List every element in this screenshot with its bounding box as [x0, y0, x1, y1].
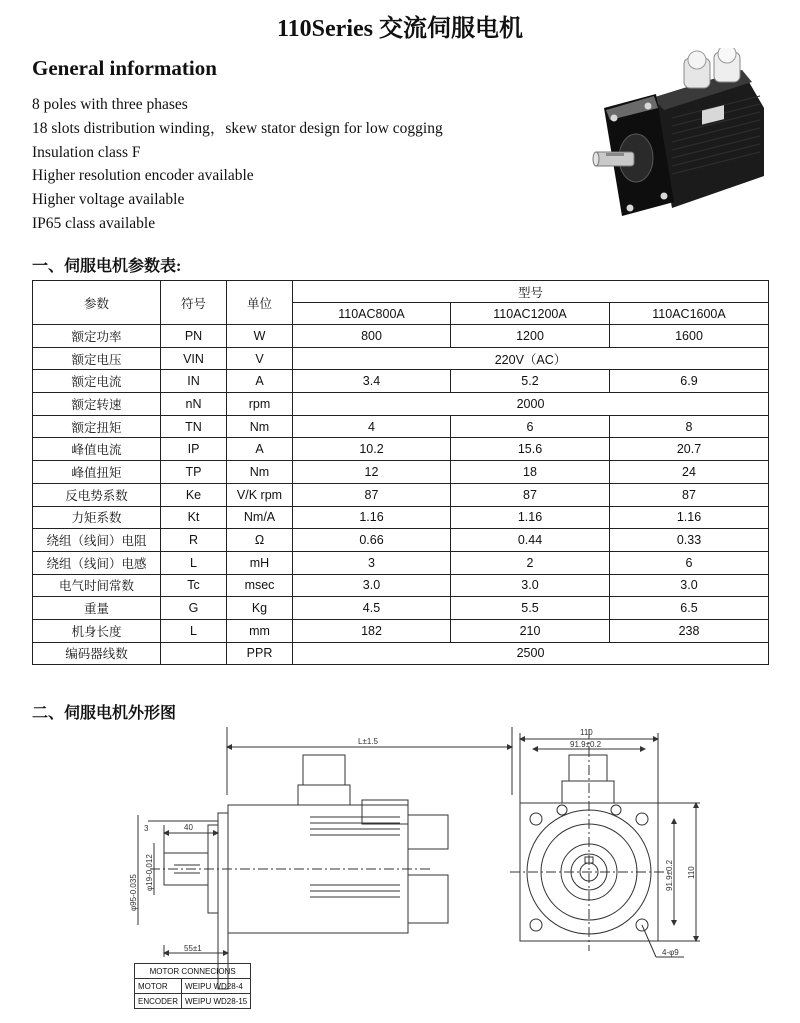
dim-flange: 55±1 [184, 944, 202, 953]
param-value: 87 [610, 483, 769, 506]
feature-list [32, 93, 443, 236]
param-value: 5.5 [451, 597, 610, 620]
header-param: 参数 [33, 281, 161, 325]
table-row [33, 347, 769, 370]
param-name: 额定转速 [33, 393, 161, 416]
param-name: 绕组（线间）电阻 [33, 529, 161, 552]
param-value: 87 [293, 483, 451, 506]
param-value: 20.7 [610, 438, 769, 461]
param-value: 0.44 [451, 529, 610, 552]
side-view-labels [129, 737, 379, 953]
param-value: 210 [451, 619, 610, 642]
param-name: 峰值电流 [33, 438, 161, 461]
connections-title: MOTOR CONNECIONS [135, 964, 251, 979]
param-symbol: Ke [161, 483, 227, 506]
param-value: 0.66 [293, 529, 451, 552]
param-value: 3.0 [293, 574, 451, 597]
dim-length: L±1.5 [358, 737, 378, 746]
feature-item: Insulation class F [32, 143, 141, 161]
param-value: 1.16 [451, 506, 610, 529]
param-value: 18 [451, 461, 610, 484]
header-model: 110AC1600A [610, 303, 769, 325]
param-value: 1.16 [610, 506, 769, 529]
param-unit: msec [227, 574, 293, 597]
param-unit: Kg [227, 597, 293, 620]
param-unit: V/K rpm [227, 483, 293, 506]
param-unit: A [227, 370, 293, 393]
table-row [33, 506, 769, 529]
param-value: 24 [610, 461, 769, 484]
param-value: 6 [610, 551, 769, 574]
param-name: 峰值扭矩 [33, 461, 161, 484]
param-unit: A [227, 438, 293, 461]
dim-pcd-horizontal: 91.9±0.2 [570, 740, 602, 749]
table-row [33, 461, 769, 484]
dim-pcd-vertical: 91.9±0.2 [665, 859, 674, 891]
table-row [33, 551, 769, 574]
table-row [33, 438, 769, 461]
param-symbol: Kt [161, 506, 227, 529]
param-symbol: R [161, 529, 227, 552]
param-unit: Ω [227, 529, 293, 552]
dim-step: 3 [144, 824, 149, 833]
dim-height: 110 [687, 866, 696, 879]
table-row [33, 619, 769, 642]
feature-item: IP65 class available [32, 214, 156, 232]
param-value: 800 [293, 325, 451, 348]
param-symbol: L [161, 619, 227, 642]
param-value: 3 [293, 551, 451, 574]
dim-shaft-length: 40 [184, 823, 193, 832]
header-model: 110AC1200A [451, 303, 610, 325]
param-symbol: G [161, 597, 227, 620]
param-symbol [161, 642, 227, 665]
param-value: 10.2 [293, 438, 451, 461]
param-unit: Nm/A [227, 506, 293, 529]
outline-heading: 二、伺服电机外形图 [32, 705, 177, 722]
feature-item: Higher voltage available [32, 191, 185, 209]
param-symbol: TN [161, 415, 227, 438]
table-row [135, 994, 251, 1009]
table-row [33, 574, 769, 597]
param-value: 4.5 [293, 597, 451, 620]
param-value: 182 [293, 619, 451, 642]
feature-item: 8 poles with three phases [32, 96, 188, 113]
param-value: 1600 [610, 325, 769, 348]
param-unit: V [227, 347, 293, 370]
dim-holes: 4-φ9 [662, 948, 679, 957]
param-symbol: L [161, 551, 227, 574]
param-name: 电气时间常数 [33, 574, 161, 597]
connection-name: ENCODER [135, 994, 182, 1009]
param-symbol: PN [161, 325, 227, 348]
param-unit: Nm [227, 461, 293, 484]
table-row [135, 979, 251, 994]
table-row [33, 415, 769, 438]
parameter-table [32, 280, 769, 665]
param-value: 4 [293, 415, 451, 438]
param-value-merged: 2000 [293, 393, 769, 416]
param-symbol: VIN [161, 347, 227, 370]
param-value: 2 [451, 551, 610, 574]
feature-item: 18 slots distribution winding，skew stator design for low cogging [32, 119, 443, 137]
table-row [33, 325, 769, 348]
param-value: 8 [610, 415, 769, 438]
param-value: 6 [451, 415, 610, 438]
param-name: 额定扭矩 [33, 415, 161, 438]
param-name: 绕组（线间）电感 [33, 551, 161, 574]
connection-name: MOTOR [135, 979, 182, 994]
param-unit: Nm [227, 415, 293, 438]
motor-connections-table [134, 963, 251, 1009]
param-value: 87 [451, 483, 610, 506]
param-name: 机身长度 [33, 619, 161, 642]
connection-value: WEIPU WD28-15 [182, 994, 251, 1009]
header-model: 110AC800A [293, 303, 451, 325]
table-row [33, 529, 769, 552]
dim-pilot-diameter: φ95-0.035 [129, 874, 138, 911]
param-name: 力矩系数 [33, 506, 161, 529]
feature-item: Higher resolution encoder available [32, 167, 254, 185]
param-value-merged: 220V（AC） [293, 347, 769, 370]
param-name: 额定功率 [33, 325, 161, 348]
param-value: 3.4 [293, 370, 451, 393]
param-value: 1200 [451, 325, 610, 348]
dim-shaft-diameter: φ19-0.012 [145, 854, 154, 891]
param-symbol: IN [161, 370, 227, 393]
header-model-group: 型号 [293, 281, 769, 303]
param-unit: W [227, 325, 293, 348]
param-symbol: nN [161, 393, 227, 416]
param-name: 额定电压 [33, 347, 161, 370]
page-title: 110Series 交流伺服电机 [277, 16, 523, 42]
param-value: 5.2 [451, 370, 610, 393]
param-symbol: IP [161, 438, 227, 461]
param-value: 6.5 [610, 597, 769, 620]
header-symbol: 符号 [161, 281, 227, 325]
table-row [33, 597, 769, 620]
table-row [33, 370, 769, 393]
param-symbol: Tc [161, 574, 227, 597]
param-value: 6.9 [610, 370, 769, 393]
header-unit: 单位 [227, 281, 293, 325]
front-view-drawing [510, 729, 700, 957]
param-name: 反电势系数 [33, 483, 161, 506]
param-symbol: TP [161, 461, 227, 484]
param-value: 1.16 [293, 506, 451, 529]
motor-shaft [593, 152, 634, 166]
param-value: 3.0 [610, 574, 769, 597]
param-name: 额定电流 [33, 370, 161, 393]
servo-motor-photo [592, 48, 772, 220]
table-row [33, 483, 769, 506]
dim-width: 110 [580, 728, 593, 737]
param-value: 238 [610, 619, 769, 642]
param-unit: PPR [227, 642, 293, 665]
param-unit: mm [227, 619, 293, 642]
table-row [33, 642, 769, 665]
param-value: 15.6 [451, 438, 610, 461]
general-info-heading: General information [32, 56, 217, 80]
connection-value: WEIPU WD28-4 [182, 979, 251, 994]
param-table-heading: 一、伺服电机参数表: [32, 258, 182, 275]
param-value: 3.0 [451, 574, 610, 597]
table-row [33, 393, 769, 416]
param-unit: rpm [227, 393, 293, 416]
param-value: 0.33 [610, 529, 769, 552]
param-name: 重量 [33, 597, 161, 620]
param-value: 12 [293, 461, 451, 484]
param-name: 编码器线数 [33, 642, 161, 665]
param-value-merged: 2500 [293, 642, 769, 665]
param-unit: mH [227, 551, 293, 574]
